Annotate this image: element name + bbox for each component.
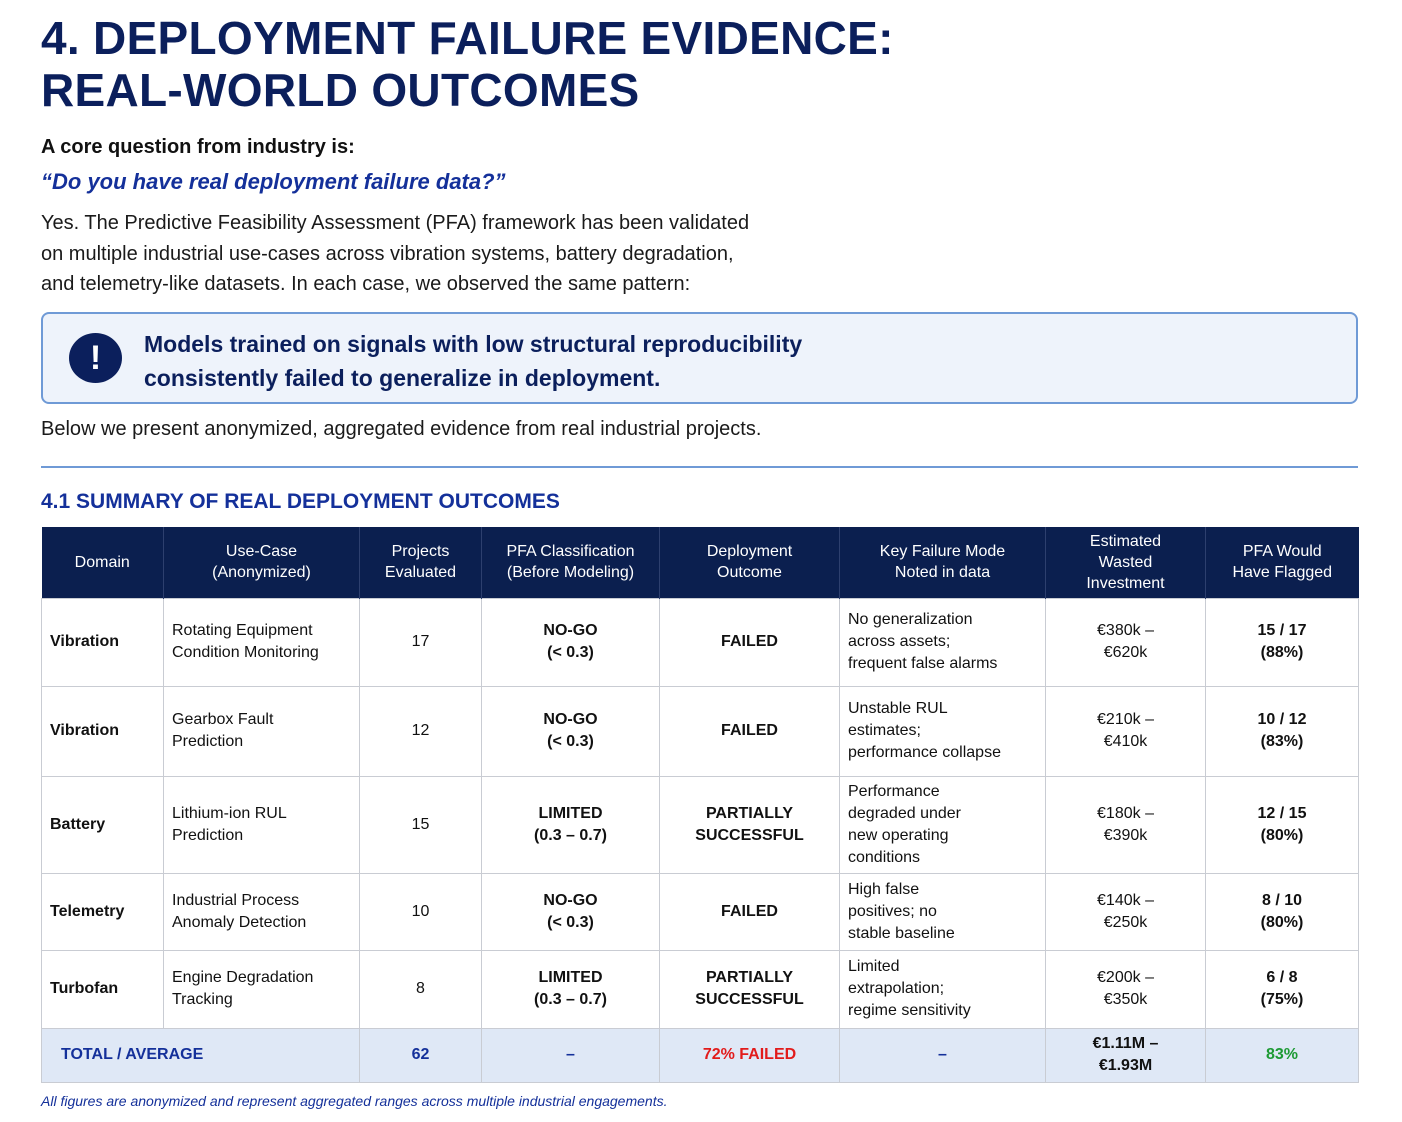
cell-projects: 10 [360,873,482,950]
cell-pfa-classification: NO-GO (< 0.3) [482,686,660,776]
cell-pfa-classification: NO-GO (< 0.3) [482,873,660,950]
cell-pfa-flagged: 15 / 17 (88%) [1206,598,1359,686]
cell-pfa-flagged: 12 / 15 (80%) [1206,776,1359,873]
deployment-outcomes-table [41,527,1359,1083]
evidence-intro: Below we present anonymized, aggregated evidence from real industrial projects. [41,418,762,440]
table-row [42,873,1359,950]
cell-investment: €200k – €350k [1046,950,1206,1028]
page-title [41,12,894,116]
cell-deployment-outcome: FAILED [660,598,840,686]
total-flagged: 83% [1206,1028,1359,1082]
cell-deployment-outcome: PARTIALLY SUCCESSFUL [660,776,840,873]
column-header-domain: Domain [42,527,164,598]
cell-projects: 17 [360,598,482,686]
cell-investment: €140k – €250k [1046,873,1206,950]
column-header-deployment-outcome: Deployment Outcome [660,527,840,598]
table-total-row [42,1028,1359,1082]
cell-failure-mode: High false positives; no stable baseline [840,873,1046,950]
cell-domain: Vibration [42,598,164,686]
intro-line: and telemetry-like datasets. In each case, we observed the same pattern: [41,273,691,295]
cell-pfa-classification: NO-GO (< 0.3) [482,598,660,686]
column-header-failure-mode: Key Failure Mode Noted in data [840,527,1046,598]
cell-failure-mode: No generalization across assets; frequent false alarms [840,598,1046,686]
table-row [42,950,1359,1028]
cell-usecase: Industrial Process Anomaly Detection [164,873,360,950]
total-pfa: – [482,1028,660,1082]
cell-deployment-outcome: FAILED [660,686,840,776]
total-investment: €1.11M – €1.93M [1046,1028,1206,1082]
cell-pfa-classification: LIMITED (0.3 – 0.7) [482,950,660,1028]
cell-investment: €380k – €620k [1046,598,1206,686]
section-title: 4.1 SUMMARY OF REAL DEPLOYMENT OUTCOMES [41,490,560,513]
section-divider [41,466,1358,468]
page-title-line-2: REAL-WORLD OUTCOMES [41,64,640,116]
cell-projects: 15 [360,776,482,873]
cell-domain: Telemetry [42,873,164,950]
column-header-usecase: Use-Case (Anonymized) [164,527,360,598]
cell-usecase: Engine Degradation Tracking [164,950,360,1028]
cell-deployment-outcome: FAILED [660,873,840,950]
cell-failure-mode: Performance degraded under new operating conditions [840,776,1046,873]
intro-lead: A core question from industry is: [41,136,355,158]
cell-usecase: Lithium-ion RUL Prediction [164,776,360,873]
cell-domain: Turbofan [42,950,164,1028]
table-footnote: All figures are anonymized and represent aggregated ranges across multiple industrial engagements. [41,1093,668,1109]
total-projects: 62 [360,1028,482,1082]
column-header-pfa-classification: PFA Classification (Before Modeling) [482,527,660,598]
page-title-line-1: 4. DEPLOYMENT FAILURE EVIDENCE: [41,12,894,64]
total-failure-mode: – [840,1028,1046,1082]
cell-domain: Battery [42,776,164,873]
cell-investment: €210k – €410k [1046,686,1206,776]
table-row [42,776,1359,873]
cell-pfa-flagged: 8 / 10 (80%) [1206,873,1359,950]
column-header-pfa-flagged: PFA Would Have Flagged [1206,527,1359,598]
cell-failure-mode: Limited extrapolation; regime sensitivity [840,950,1046,1028]
key-finding-callout [41,312,1358,404]
callout-text [144,327,904,395]
total-label: TOTAL / AVERAGE [42,1028,360,1082]
table-header-row [42,527,1359,598]
table-row [42,598,1359,686]
cell-pfa-flagged: 10 / 12 (83%) [1206,686,1359,776]
table-row [42,686,1359,776]
exclamation-icon: ! [69,333,122,383]
intro-line: Yes. The Predictive Feasibility Assessment (PFA) framework has been validated [41,212,750,234]
cell-usecase: Rotating Equipment Condition Monitoring [164,598,360,686]
intro-quote: “Do you have real deployment failure data?” [41,169,506,194]
cell-pfa-flagged: 6 / 8 (75%) [1206,950,1359,1028]
intro-line: on multiple industrial use-cases across vibration systems, battery degradation, [41,242,734,265]
cell-projects: 12 [360,686,482,776]
cell-domain: Vibration [42,686,164,776]
intro-paragraph [41,208,821,300]
column-header-wasted-investment: Estimated Wasted Investment [1046,527,1206,598]
cell-deployment-outcome: PARTIALLY SUCCESSFUL [660,950,840,1028]
column-header-projects: Projects Evaluated [360,527,482,598]
callout-line: consistently failed to generalize in deployment. [144,365,661,391]
cell-usecase: Gearbox Fault Prediction [164,686,360,776]
cell-failure-mode: Unstable RUL estimates; performance collapse [840,686,1046,776]
total-outcome: 72% FAILED [660,1028,840,1082]
cell-projects: 8 [360,950,482,1028]
cell-investment: €180k – €390k [1046,776,1206,873]
cell-pfa-classification: LIMITED (0.3 – 0.7) [482,776,660,873]
callout-line: Models trained on signals with low structural reproducibility [144,331,803,357]
